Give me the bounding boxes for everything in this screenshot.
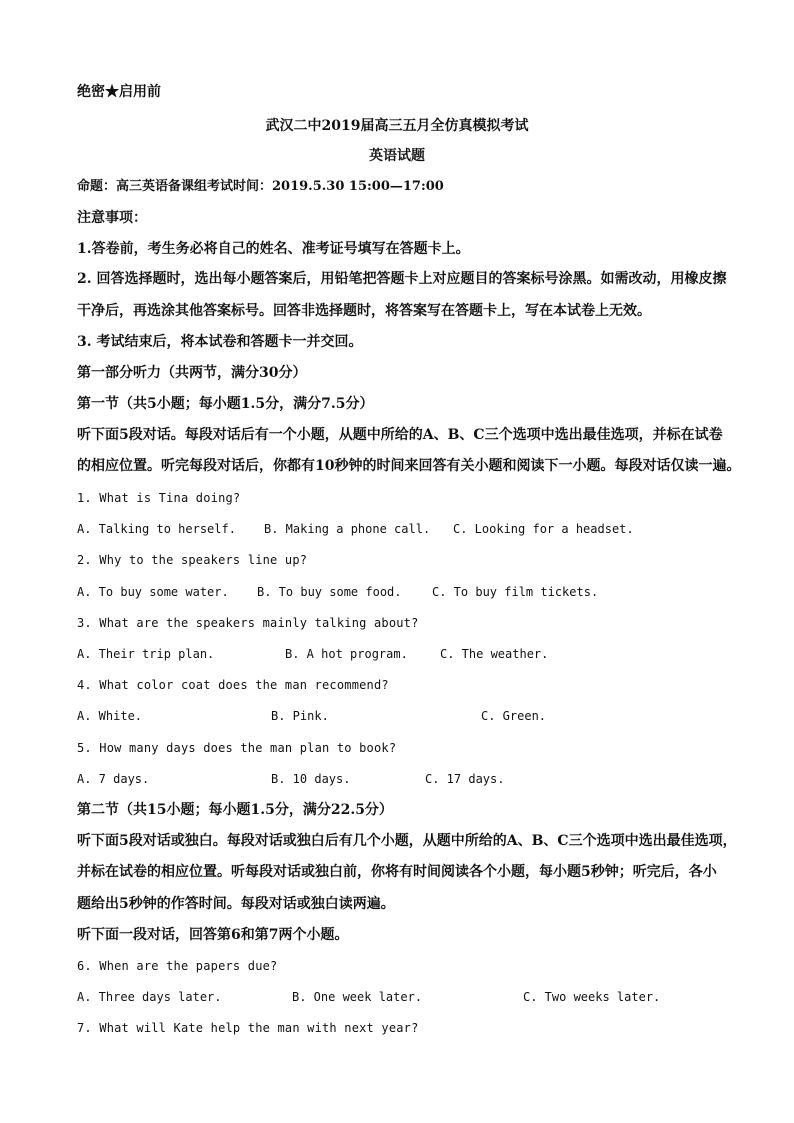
q2-option-a: A. To buy some water.	[77, 585, 229, 599]
q2-option-b: B. To buy some food.	[257, 585, 402, 599]
q4-option-a: A. White.	[77, 709, 143, 723]
secret-mark: 绝密★启用前	[77, 84, 161, 100]
section1-heading: 第一节（共5小题；每小题1.5分，满分7.5分）	[77, 396, 374, 412]
note-3: 3. 考试结束后，将本试卷和答题卡一并交回。	[77, 334, 363, 350]
question-3: 3. What are the speakers mainly talking about?	[77, 616, 419, 630]
q6-option-c: C. Two weeks later.	[523, 990, 661, 1004]
q3-option-c: C. The weather.	[440, 647, 549, 661]
note-2-line2: 干净后，再选涂其他答案标号。回答非选择题时，将答案写在答题卡上，写在本试卷上无效。	[77, 303, 651, 319]
q3-option-a: A. Their trip plan.	[77, 647, 215, 661]
q4-option-b: B. Pink.	[271, 709, 329, 723]
q1-option-b: B. Making a phone call.	[264, 522, 431, 536]
exam-subject: 英语试题	[369, 148, 425, 164]
section1-instr-line2: 的相应位置。听完每段对话后，你都有10秒钟的时间来回答有关小题和阅读下一小题。每段对话仅读一遍。	[77, 458, 741, 474]
note-1: 1.答卷前，考生务必将自己的姓名、准考证号填写在答题卡上。	[77, 241, 470, 257]
section2-instr-line2: 并标在试卷的相应位置。听每段对话或独白前，你将有时间阅读各个小题，每小题5秒钟；听完后，各小	[77, 864, 717, 880]
notes-heading: 注意事项：	[77, 210, 147, 226]
section2-heading: 第二节（共15小题；每小题1.5分，满分22.5分）	[77, 802, 393, 818]
note-2-line1: 2. 回答选择题时，选出每小题答案后，用铅笔把答题卡上对应题目的答案标号涂黑。如需改动，用橡皮擦	[77, 271, 727, 287]
question-5: 5. How many days does the man plan to book?	[77, 741, 397, 755]
section2-instr-line1: 听下面5段对话或独白。每段对话或独白后有几个小题，从题中所给的A、B、C三个选项中选出最佳选项，	[77, 833, 737, 849]
q1-option-c: C. Looking for a headset.	[453, 522, 634, 536]
question-2: 2. Why to the speakers line up?	[77, 553, 308, 567]
q6-option-b: B. One week later.	[292, 990, 423, 1004]
section2-sub-instr: 听下面一段对话，回答第6和第7两个小题。	[77, 927, 349, 943]
exam-title: 武汉二中2019届高三五月全仿真模拟考试	[265, 118, 529, 134]
question-4: 4. What color coat does the man recommend?	[77, 678, 389, 692]
q2-option-c: C. To buy film tickets.	[432, 585, 599, 599]
q5-option-a: A. 7 days.	[77, 772, 150, 786]
question-1: 1. What is Tina doing?	[77, 491, 241, 505]
question-7: 7. What will Kate help the man with next year?	[77, 1021, 419, 1035]
question-6: 6. When are the papers due?	[77, 959, 278, 973]
q4-option-c: C. Green.	[481, 709, 547, 723]
q5-option-c: C. 17 days.	[425, 772, 505, 786]
q3-option-b: B. A hot program.	[285, 647, 408, 661]
section2-instr-line3: 题给出5秒钟的作答时间。每段对话或独白读两遍。	[77, 896, 395, 912]
q5-option-b: B. 10 days.	[271, 772, 351, 786]
section1-instr-line1: 听下面5段对话。每段对话后有一个小题，从题中所给的A、B、C三个选项中选出最佳选项，并标在试卷	[77, 427, 723, 443]
q1-option-a: A. Talking to herself.	[77, 522, 236, 536]
part1-heading: 第一部分听力（共两节，满分30分）	[77, 365, 307, 381]
exam-info: 命题：高三英语备课组考试时间：2019.5.30 15:00—17:00	[77, 179, 444, 194]
q6-option-a: A. Three days later.	[77, 990, 222, 1004]
